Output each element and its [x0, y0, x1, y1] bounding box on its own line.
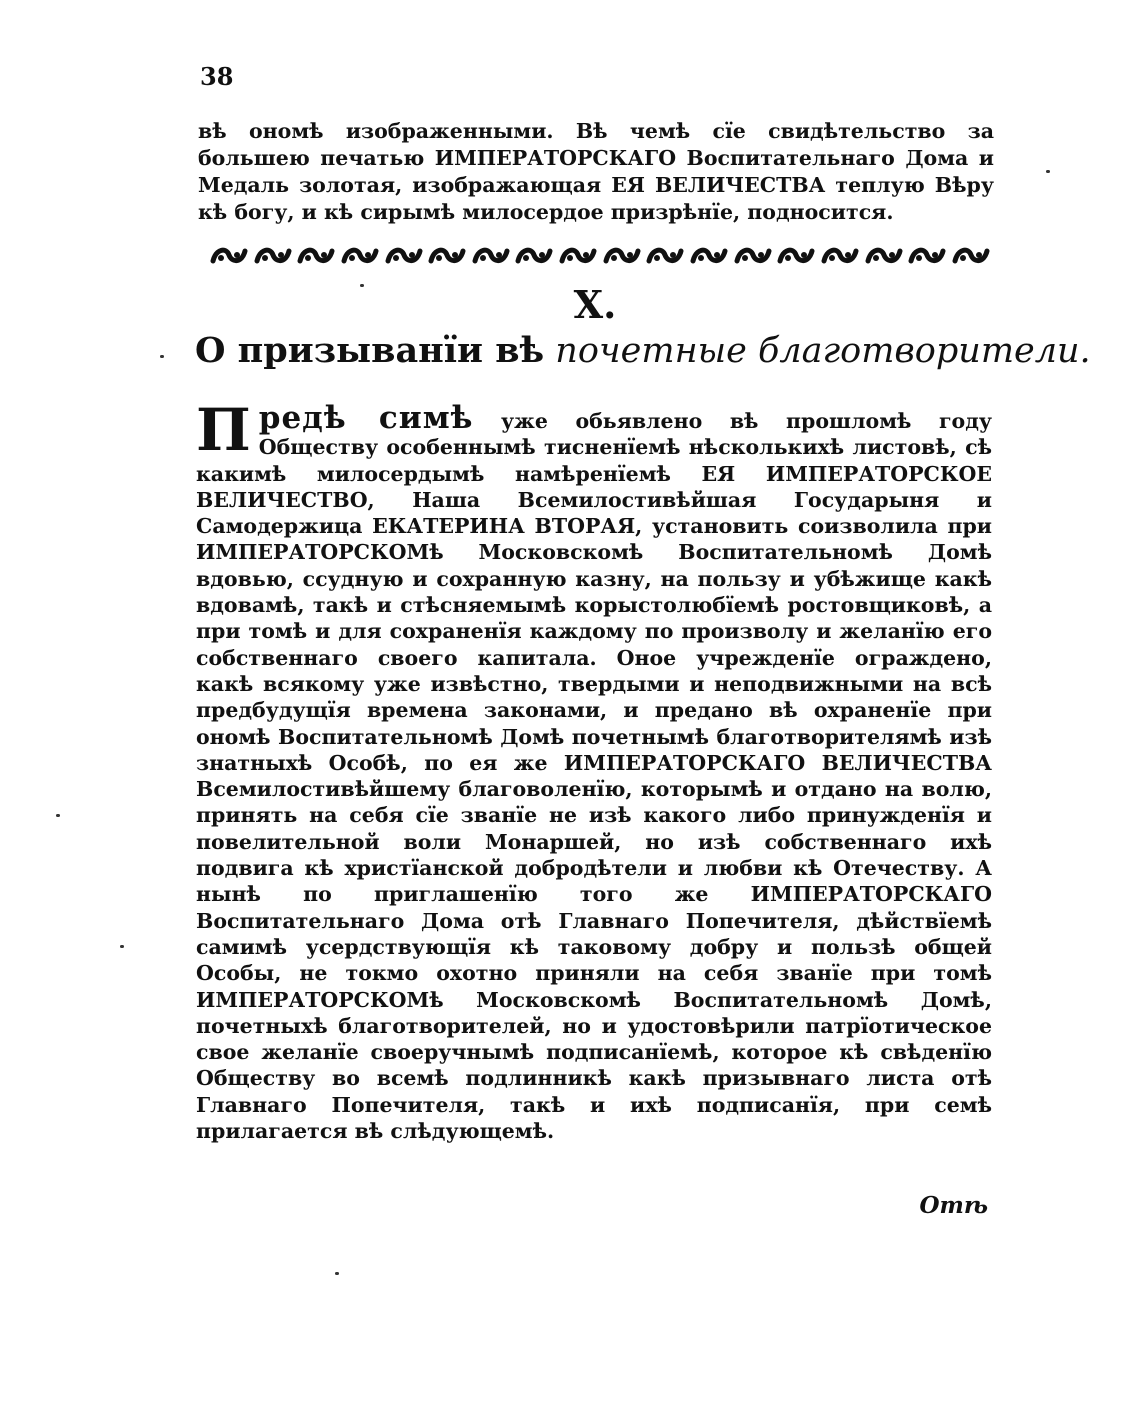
scroll-wave-ornament-icon — [908, 243, 946, 269]
chapter-title — [195, 330, 1091, 371]
scroll-wave-ornament-icon — [341, 243, 379, 269]
scroll-wave-ornament-icon — [559, 243, 597, 269]
scan-speck — [335, 1272, 339, 1275]
drop-cap: П — [196, 396, 251, 464]
scroll-wave-ornament-icon — [603, 243, 641, 269]
scroll-wave-ornament-icon — [821, 243, 859, 269]
ornament-divider — [210, 240, 990, 272]
catchword: Отѣ — [919, 1192, 988, 1219]
body-text: уже обьявлено вѣ прошломѣ году Обществу особеннымѣ тисненїемѣ нѣсколькихѣ листовѣ, сѣ какимѣ милосердымѣ намѣренїемѣ ЕЯ ИМПЕРАТОРСКОЕ ВЕЛИЧЕСТВО, Наша Всемилостивѣйшая Государыня и Самодержица ЕКАТЕРИНА ВТОРАЯ, установить соизволила при ИМПЕРАТОРСКОМѣ Московскомѣ Воспитательномѣ Домѣ вдовью, ссудную и сохранную казну, на пользу и убѣжище какѣ вдовамѣ, такѣ и стѣсняемымѣ корыстолюбїемѣ ростовщиковѣ, а при томѣ и для сохраненїя каждому по произволу и желанїю его собственнаго своего капитала. Оное учрежденїе ограждено, какѣ всякому уже извѣстно, твердыми и неподвижными на всѣ предбудущїя времена законами, и предано вѣ охраненїе при ономѣ Воспитательномѣ Домѣ почетнымѣ благотворителямѣ изѣ знатныхѣ Особѣ, по ея же ИМПЕРАТОРСКАГО ВЕЛИЧЕСТВА Всемилостивѣйшему благоволенїю, которымѣ и отдано на волю, принять на себя сїе званїе не изѣ какого либо принужденїя и повелительной воли Монаршей, но изѣ собственнаго ихѣ подвига кѣ христїанской добродѣтели и любви кѣ Отечеству. А нынѣ по приглашенїю того же ИМПЕРАТОРСКАГО Воспитательнаго Дома отѣ Главнаго Попечителя, дѣйствїемѣ самимѣ усердствующїя кѣ таковому добру и пользѣ общей Особы, не токмо охотно приняли на себя званїе при томѣ ИМПЕРАТОРСКОМѣ Московскомѣ Воспитательномѣ Домѣ, почетныхѣ благотворителей, но и удостовѣрили патрїотическое свое желанїе своеручнымѣ подписанїемѣ, которое кѣ свѣденїю Обществу во всемѣ подлинникѣ какѣ призывнаго листа отѣ Главнаго Попечителя, такѣ и ихѣ подписанїя, при семѣ прилагается вѣ слѣдующемѣ. — [196, 409, 993, 1144]
scroll-wave-ornament-icon — [515, 243, 553, 269]
scroll-wave-ornament-icon — [428, 243, 466, 269]
scan-speck — [120, 945, 124, 948]
scroll-wave-ornament-icon — [865, 243, 903, 269]
scroll-wave-ornament-icon — [690, 243, 728, 269]
chapter-title-lead: О призыванїи вѣ — [195, 330, 545, 371]
scan-speck — [360, 284, 364, 287]
scroll-wave-ornament-icon — [385, 243, 423, 269]
scroll-wave-ornament-icon — [297, 243, 335, 269]
body-opening-words: редѣ симѣ — [258, 400, 474, 436]
scroll-wave-ornament-icon — [254, 243, 292, 269]
scroll-wave-ornament-icon — [952, 243, 990, 269]
page-number: 38 — [200, 62, 234, 91]
scroll-wave-ornament-icon — [734, 243, 772, 269]
chapter-number: X. — [573, 282, 617, 327]
scroll-wave-ornament-icon — [472, 243, 510, 269]
scroll-wave-ornament-icon — [646, 243, 684, 269]
scan-speck — [160, 355, 164, 358]
scroll-wave-ornament-icon — [777, 243, 815, 269]
scan-speck — [56, 814, 60, 817]
chapter-title-italic: почетные благотворители. — [555, 331, 1091, 371]
body-paragraph — [196, 396, 993, 1144]
scan-speck — [1046, 170, 1050, 173]
opening-paragraph: вѣ ономѣ изображенными. Вѣ чемѣ сїе свидѣтельство за большею печатью ИМПЕРАТОРСКАГО Воспитательнаго Дома и Медаль золотая, изображающая ЕЯ ВЕЛИЧЕСТВА теплую Вѣру кѣ богу, и кѣ сирымѣ милосердое призрѣнїе, подносится. — [198, 119, 994, 224]
scroll-wave-ornament-icon — [210, 243, 248, 269]
